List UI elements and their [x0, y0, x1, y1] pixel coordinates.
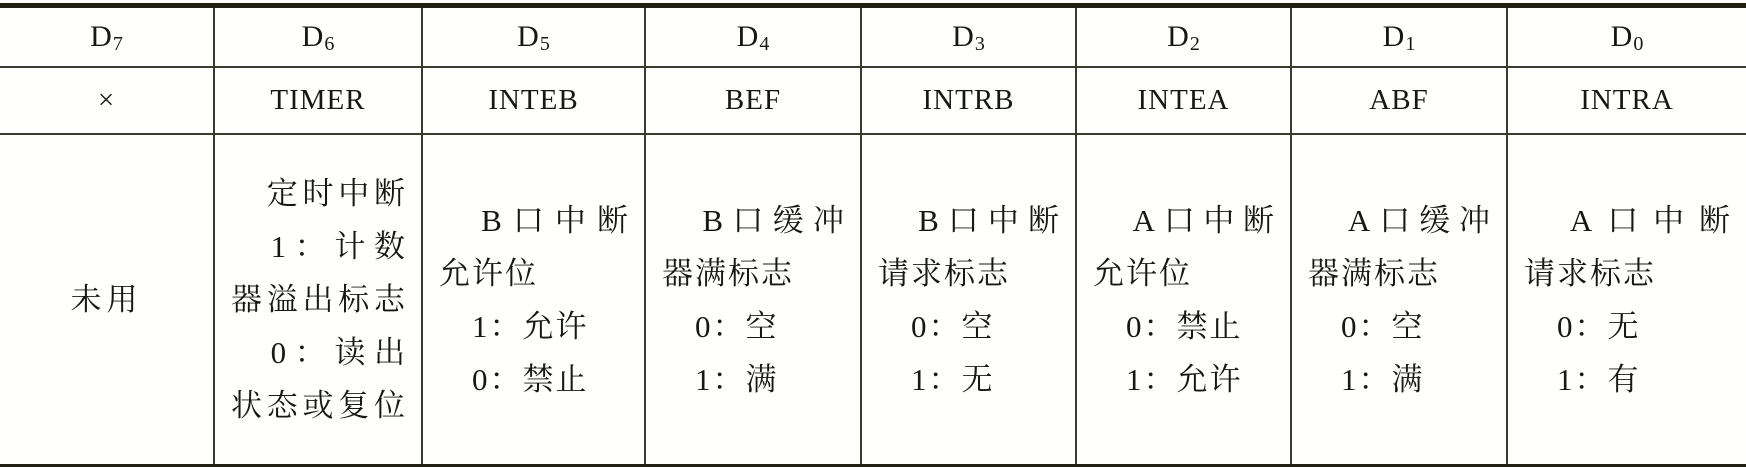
- mnemonic-row: [0, 68, 1746, 135]
- bit-label: D: [301, 20, 324, 53]
- mnemonic-inteb: INTEB: [423, 68, 646, 133]
- bit-subscript: 5: [539, 32, 550, 55]
- desc-line: 器溢出标志: [231, 282, 405, 317]
- bit-label: D: [1167, 20, 1189, 53]
- bit-header-d3: [862, 8, 1077, 66]
- mnemonic-intea: INTEA: [1077, 68, 1292, 133]
- desc-line: B口中断: [439, 202, 628, 238]
- bit-header-d0: [1508, 8, 1746, 66]
- bit-label: D: [517, 20, 539, 53]
- bit-header-d6: [215, 8, 423, 66]
- desc-line: 允许位: [439, 255, 538, 291]
- desc-d4: [646, 135, 862, 464]
- desc-line: 0：空: [1308, 308, 1425, 344]
- bit-label: D: [952, 20, 974, 53]
- desc-line: 请求标志: [1524, 255, 1656, 291]
- desc-d3: [862, 135, 1077, 464]
- bit-label: D: [1382, 20, 1405, 53]
- desc-d1: [1292, 135, 1508, 464]
- desc-line: A口中断: [1093, 202, 1274, 238]
- mnemonic-abf: ABF: [1292, 68, 1508, 133]
- desc-d5: [423, 135, 646, 464]
- desc-d2: [1077, 135, 1292, 464]
- bit-label: D: [1610, 20, 1633, 53]
- desc-line: 0：空: [878, 308, 995, 344]
- mnemonic-bef: BEF: [646, 68, 862, 133]
- desc-line: 1：无: [878, 361, 995, 397]
- status-register-table: [0, 3, 1746, 467]
- bit-label: D: [736, 20, 759, 53]
- desc-line: B口中断: [878, 202, 1059, 238]
- mnemonic-timer: TIMER: [215, 68, 423, 133]
- bit-subscript: 1: [1405, 32, 1416, 55]
- bit-subscript: 6: [324, 32, 335, 55]
- desc-line: 1：有: [1524, 361, 1641, 397]
- desc-line: 允许位: [1093, 255, 1192, 291]
- desc-line: 请求标志: [878, 255, 1010, 291]
- desc-line: 1：满: [662, 361, 779, 397]
- desc-line: B口缓冲: [662, 202, 844, 238]
- description-row: [0, 135, 1746, 464]
- bit-subscript: 2: [1189, 32, 1200, 55]
- desc-line: A口缓冲: [1308, 202, 1490, 238]
- desc-line: 未用: [70, 282, 143, 317]
- bit-header-d1: [1292, 8, 1508, 66]
- desc-line: 状态或复位: [231, 388, 405, 423]
- desc-line: 1：计数: [231, 229, 405, 264]
- bit-subscript: 4: [759, 32, 770, 55]
- mnemonic-unused: ×: [0, 68, 215, 133]
- bit-header-d4: [646, 8, 862, 66]
- bit-subscript: 0: [1633, 32, 1644, 55]
- bit-label: D: [90, 20, 112, 53]
- desc-line: 定时中断: [231, 176, 405, 211]
- bit-header-row: [0, 8, 1746, 68]
- desc-line: 0：禁止: [1093, 308, 1243, 344]
- desc-line: 1：满: [1308, 361, 1425, 397]
- mnemonic-intrb: INTRB: [862, 68, 1077, 133]
- desc-line: 0：无: [1524, 308, 1641, 344]
- desc-line: 1：允许: [1093, 361, 1243, 397]
- desc-line: 0：空: [662, 308, 779, 344]
- desc-line: 1：允许: [439, 308, 589, 344]
- bit-header-d5: [423, 8, 646, 66]
- mnemonic-intra: INTRA: [1580, 84, 1674, 116]
- desc-line: 器满标志: [1308, 255, 1440, 291]
- desc-d6: [215, 135, 423, 464]
- desc-line: 0：读出: [231, 335, 405, 370]
- desc-line: 器满标志: [662, 255, 794, 291]
- bit-header-d2: [1077, 8, 1292, 66]
- desc-line: 0：禁止: [439, 361, 589, 397]
- desc-d0: [1508, 135, 1746, 464]
- bit-subscript: 3: [974, 32, 985, 55]
- desc-line: A口中断: [1524, 202, 1730, 238]
- bit-header-d7: [0, 8, 215, 66]
- desc-d7: [0, 135, 215, 464]
- bit-subscript: 7: [112, 32, 123, 55]
